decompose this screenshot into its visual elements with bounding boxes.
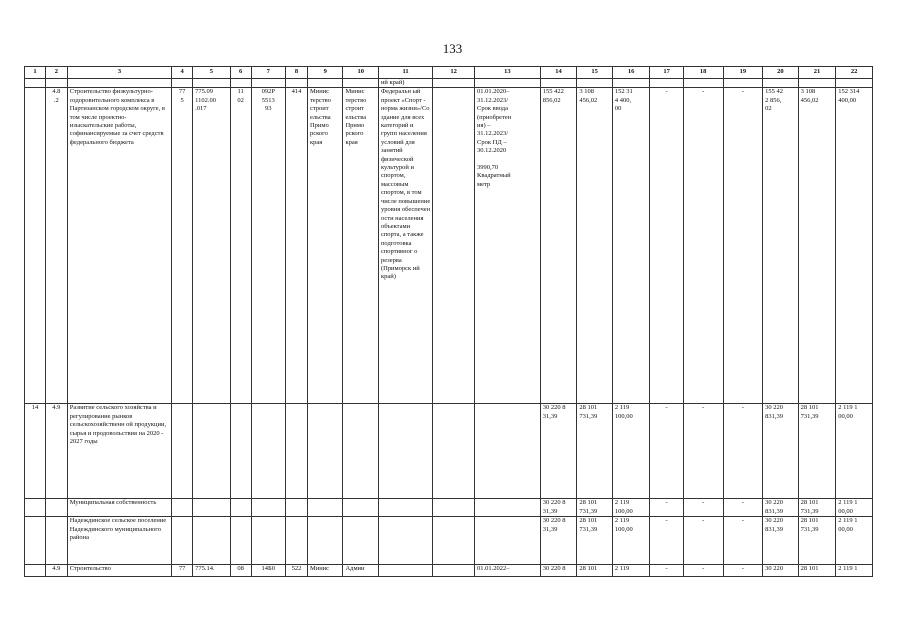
table-cell: -	[683, 499, 723, 517]
table-cell: 28 101 731,39	[798, 404, 836, 499]
table-cell	[193, 404, 231, 499]
table-cell	[45, 517, 67, 565]
table-row	[25, 565, 873, 577]
table-cell: 28 101	[798, 565, 836, 577]
table-cell	[433, 88, 475, 404]
column-header: 21	[798, 67, 836, 79]
table-cell: -	[683, 565, 723, 577]
table-cell	[650, 79, 683, 88]
table-cell	[378, 565, 432, 577]
table-cell: -	[723, 565, 763, 577]
table-cell	[193, 79, 231, 88]
table-cell: 30 220 8 31,39	[540, 517, 577, 565]
table-cell: 2 119 1 00,00	[836, 404, 873, 499]
table-cell: Минис	[307, 565, 343, 577]
table-cell	[230, 79, 251, 88]
table-cell: 30 220 831,39	[763, 517, 799, 565]
table-cell	[251, 499, 285, 517]
table-cell	[25, 499, 46, 517]
table-cell	[577, 79, 613, 88]
table-cell: 30 220	[763, 565, 799, 577]
table-cell	[230, 404, 251, 499]
column-header: 12	[433, 67, 475, 79]
table-cell	[475, 517, 541, 565]
table-cell	[45, 79, 67, 88]
table-cell	[433, 565, 475, 577]
table-cell	[193, 499, 231, 517]
column-header: 16	[612, 67, 650, 79]
table-cell: 01.01.2022–	[475, 565, 541, 577]
table-cell	[251, 79, 285, 88]
column-header: 20	[763, 67, 799, 79]
table-row	[25, 499, 873, 517]
table-row	[25, 404, 873, 499]
table-cell: 30 220 8 31,39	[540, 404, 577, 499]
table-cell: 775.09 1102.00 .017	[193, 88, 231, 404]
table-cell: Развитие сельского хозяйства и регулирование рынков сельскохозяйственн ой продукции, сырья и продовольствия на 2020 - 2027 годы	[67, 404, 171, 499]
table-cell	[230, 499, 251, 517]
table-cell: -	[683, 404, 723, 499]
table-cell	[378, 404, 432, 499]
table-cell: 155 422 856,02	[540, 88, 577, 404]
table-cell: 11 02	[230, 88, 251, 404]
table-cell: Муниципальная собственность	[67, 499, 171, 517]
column-header: 1	[25, 67, 46, 79]
table-cell: 30 220 831,39	[763, 404, 799, 499]
budget-table	[24, 66, 873, 577]
column-header: 6	[230, 67, 251, 79]
table-cell: 28 101 731,39	[577, 404, 613, 499]
table-cell	[286, 517, 308, 565]
table-cell	[251, 404, 285, 499]
table-cell	[25, 565, 46, 577]
table-cell	[307, 79, 343, 88]
table-cell: 30 220 8 31,39	[540, 499, 577, 517]
table-cell: 3 108 456,02	[798, 88, 836, 404]
column-header: 7	[251, 67, 285, 79]
column-header: 8	[286, 67, 308, 79]
table-cell: -	[683, 517, 723, 565]
table-cell: -	[723, 517, 763, 565]
continuation-row	[25, 79, 873, 88]
table-cell	[723, 79, 763, 88]
table-cell: 28 101 731,39	[798, 499, 836, 517]
column-header: 10	[343, 67, 379, 79]
table-cell: 01.01.2020– 31.12.2023/ Срок ввода (приобретен ия) – 31.12.2023/ Срок ПД – 30.12.2020 3990,70 Квадратный метр	[475, 88, 541, 404]
table-cell	[433, 404, 475, 499]
table-row	[25, 517, 873, 565]
column-header: 2	[45, 67, 67, 79]
column-header: 17	[650, 67, 683, 79]
table-cell	[763, 79, 799, 88]
table-cell	[286, 79, 308, 88]
column-header: 14	[540, 67, 577, 79]
table-cell	[230, 517, 251, 565]
page-number: 133	[442, 41, 463, 56]
table-cell: 28 101 731,39	[577, 517, 613, 565]
table-cell	[67, 79, 171, 88]
column-header: 5	[193, 67, 231, 79]
table-cell	[540, 79, 577, 88]
column-header: 3	[67, 67, 171, 79]
table-cell	[612, 79, 650, 88]
table-cell: -	[650, 499, 683, 517]
table-cell: Надеждинское сельское поселение Надеждинского муниципального района	[67, 517, 171, 565]
table-cell	[475, 404, 541, 499]
table-cell: 092Р 5513 93	[251, 88, 285, 404]
table-cell: -	[723, 88, 763, 404]
table-cell: Минис терство строит ельства Примо рского края	[307, 88, 343, 404]
table-cell: 77 5	[172, 88, 193, 404]
table-cell	[193, 517, 231, 565]
header-row	[25, 67, 873, 79]
table-cell: 4.9	[45, 404, 67, 499]
table-cell	[475, 499, 541, 517]
table-cell: 3 108 456,02	[577, 88, 613, 404]
table-cell	[378, 499, 432, 517]
table-cell	[25, 88, 46, 404]
table-cell: -	[650, 88, 683, 404]
column-header: 13	[475, 67, 541, 79]
table-cell: Минис терство строит ельства Примо рского края	[343, 88, 379, 404]
table-cell: 522	[286, 565, 308, 577]
table-cell	[343, 404, 379, 499]
table-row	[25, 88, 873, 404]
column-header: 11	[378, 67, 432, 79]
table-cell: Федеральн ый проект «Спорт - норма жизни»/Со здание для всех категорий и групп населения условий для занятий физической культурой и спортом, массовым спортом, в том числе повышение уровня обеспечен ости населения объектами спорта, а также подготовка спортивног о резерва (Приморск ий край)	[378, 88, 432, 404]
table-cell: 775.14.	[193, 565, 231, 577]
table-cell: 4.9	[45, 565, 67, 577]
table-cell	[836, 79, 873, 88]
table-cell	[683, 79, 723, 88]
table-cell: 2 119	[612, 565, 650, 577]
table-cell: 2 119 1	[836, 565, 873, 577]
table-cell: 155 42 2 856, 02	[763, 88, 799, 404]
table-cell: Строительство физкультурно-оздоровительного комплекса в Партизанском городском округе, в том числе проектно-изыскательские работы, софинансируемые за счет средств федерального бюджета	[67, 88, 171, 404]
table-cell: 2 119 1 00,00	[836, 499, 873, 517]
table-cell: 77	[172, 565, 193, 577]
table-cell: -	[650, 517, 683, 565]
table-cell	[172, 517, 193, 565]
table-cell: -	[650, 404, 683, 499]
table-cell: 30 220 8	[540, 565, 577, 577]
table-cell	[378, 517, 432, 565]
table-cell: Строительство	[67, 565, 171, 577]
table-cell: 2 119 100,00	[612, 517, 650, 565]
table-cell: 08	[230, 565, 251, 577]
table-cell: ий край)	[378, 79, 432, 88]
table-cell	[172, 499, 193, 517]
table-cell: 28 101	[577, 565, 613, 577]
table-cell	[307, 517, 343, 565]
column-header: 22	[836, 67, 873, 79]
table-cell	[286, 404, 308, 499]
table-cell	[172, 404, 193, 499]
table-cell	[343, 517, 379, 565]
table-cell	[251, 517, 285, 565]
table-cell	[307, 404, 343, 499]
table-cell: 4.8 .2	[45, 88, 67, 404]
table-cell: 30 220 831,39	[763, 499, 799, 517]
table-cell	[433, 499, 475, 517]
table-cell	[25, 517, 46, 565]
table-cell: Админ	[343, 565, 379, 577]
column-header: 4	[172, 67, 193, 79]
table-cell: 152 31 4 400, 00	[612, 88, 650, 404]
table-cell: -	[723, 404, 763, 499]
table-cell	[798, 79, 836, 88]
table-cell	[343, 79, 379, 88]
table-cell: 14	[25, 404, 46, 499]
table-cell	[343, 499, 379, 517]
table-cell: 14Б0	[251, 565, 285, 577]
table-cell: 414	[286, 88, 308, 404]
column-header: 19	[723, 67, 763, 79]
table-cell: 2 119 100,00	[612, 404, 650, 499]
table-cell: -	[723, 499, 763, 517]
table-cell	[172, 79, 193, 88]
table-cell: -	[650, 565, 683, 577]
column-header: 9	[307, 67, 343, 79]
table-cell: 28 101 731,39	[798, 517, 836, 565]
table-cell: -	[683, 88, 723, 404]
table-cell	[433, 517, 475, 565]
table-cell	[433, 79, 475, 88]
table-cell	[307, 499, 343, 517]
table-cell: 28 101 731,39	[577, 499, 613, 517]
column-header: 18	[683, 67, 723, 79]
column-header: 15	[577, 67, 613, 79]
table-cell: 2 119 1 00,00	[836, 517, 873, 565]
table-cell	[25, 79, 46, 88]
table-cell: 152 314 400,00	[836, 88, 873, 404]
table-cell	[475, 79, 541, 88]
table-cell	[45, 499, 67, 517]
table-cell	[286, 499, 308, 517]
table-cell: 2 119 100,00	[612, 499, 650, 517]
